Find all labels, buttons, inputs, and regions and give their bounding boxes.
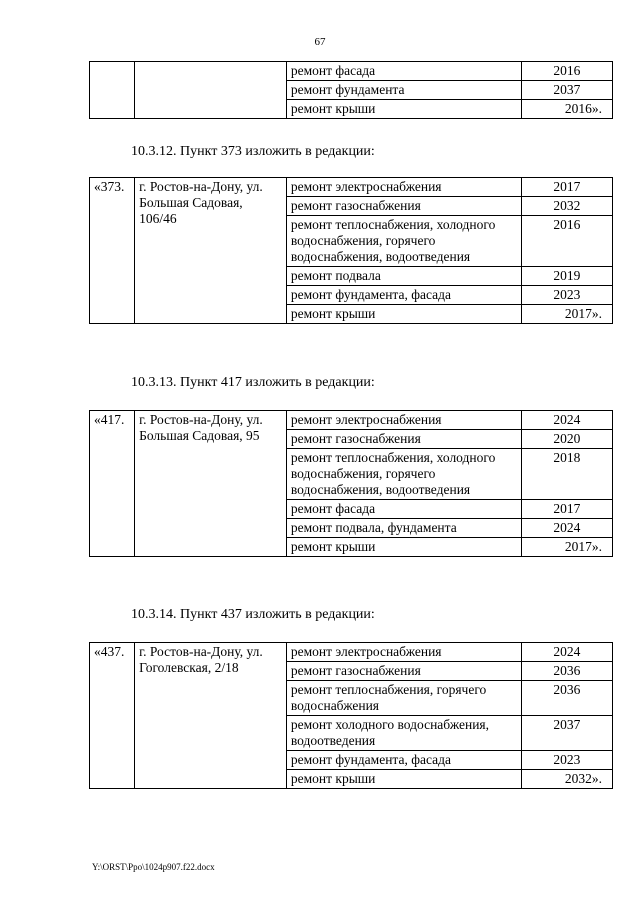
year-cell: 2016 (521, 62, 612, 81)
table-row (90, 178, 613, 197)
year-cell: 2032». (521, 770, 612, 789)
year-cell: 2037 (521, 716, 612, 751)
year-cell: 2024 (521, 411, 612, 430)
work-type-cell: ремонт газоснабжения (286, 662, 521, 681)
year-cell: 2036 (521, 662, 612, 681)
work-type-cell: ремонт фундамента, фасада (286, 751, 521, 770)
year-cell: 2019 (521, 267, 612, 286)
address-cell: г. Ростов-на-Дону, ул. Гоголевская, 2/18 (135, 643, 287, 789)
year-cell: 2020 (521, 430, 612, 449)
paragraph-item-373: 10.3.12. Пункт 373 изложить в редакции: (131, 144, 375, 159)
year-cell: 2017 (521, 500, 612, 519)
item-number-cell (90, 62, 135, 119)
item-number-cell: «417. (90, 411, 135, 557)
work-type-cell: ремонт холодного водоснабжения, водоотведения (286, 716, 521, 751)
repair-table-continuation (89, 61, 613, 119)
work-type-cell: ремонт теплоснабжения, горячего водоснабжения (286, 681, 521, 716)
work-type-cell: ремонт фундамента, фасада (286, 286, 521, 305)
year-cell: 2017». (521, 538, 612, 557)
year-cell: 2024 (521, 519, 612, 538)
work-type-cell: ремонт теплоснабжения, холодного водоснабжения, горячего водоснабжения, водоотведения (286, 216, 521, 267)
page-number: 67 (314, 36, 326, 48)
item-number-cell: «437. (90, 643, 135, 789)
work-type-cell: ремонт газоснабжения (286, 197, 521, 216)
year-cell: 2036 (521, 681, 612, 716)
year-cell: 2023 (521, 286, 612, 305)
work-type-cell: ремонт фундамента (286, 81, 521, 100)
repair-table-437 (89, 642, 613, 789)
table-row (90, 62, 613, 81)
work-type-cell: ремонт крыши (286, 305, 521, 324)
year-cell: 2018 (521, 449, 612, 500)
work-type-cell: ремонт крыши (286, 770, 521, 789)
work-type-cell: ремонт газоснабжения (286, 430, 521, 449)
work-type-cell: ремонт фасада (286, 500, 521, 519)
year-cell: 2032 (521, 197, 612, 216)
work-type-cell: ремонт электроснабжения (286, 643, 521, 662)
year-cell: 2023 (521, 751, 612, 770)
address-cell: г. Ростов-на-Дону, ул. Большая Садовая, 106/46 (135, 178, 287, 324)
work-type-cell: ремонт фасада (286, 62, 521, 81)
year-cell: 2017 (521, 178, 612, 197)
item-number-cell: «373. (90, 178, 135, 324)
year-cell: 2016 (521, 216, 612, 267)
paragraph-item-417: 10.3.13. Пункт 417 изложить в редакции: (131, 375, 375, 390)
work-type-cell: ремонт электроснабжения (286, 411, 521, 430)
year-cell: 2017». (521, 305, 612, 324)
file-path-footer: Y:\ORST\Ppo\1024p907.f22.docx (92, 862, 215, 872)
work-type-cell: ремонт электроснабжения (286, 178, 521, 197)
work-type-cell: ремонт подвала (286, 267, 521, 286)
paragraph-item-437: 10.3.14. Пункт 437 изложить в редакции: (131, 607, 375, 622)
work-type-cell: ремонт крыши (286, 100, 521, 119)
repair-table-417 (89, 410, 613, 557)
table-row (90, 643, 613, 662)
work-type-cell: ремонт подвала, фундамента (286, 519, 521, 538)
work-type-cell: ремонт теплоснабжения, холодного водоснабжения, горячего водоснабжения, водоотведения (286, 449, 521, 500)
address-cell (135, 62, 287, 119)
address-cell: г. Ростов-на-Дону, ул. Большая Садовая, 95 (135, 411, 287, 557)
year-cell: 2024 (521, 643, 612, 662)
year-cell: 2016». (521, 100, 612, 119)
table-row (90, 411, 613, 430)
work-type-cell: ремонт крыши (286, 538, 521, 557)
repair-table-373 (89, 177, 613, 324)
year-cell: 2037 (521, 81, 612, 100)
